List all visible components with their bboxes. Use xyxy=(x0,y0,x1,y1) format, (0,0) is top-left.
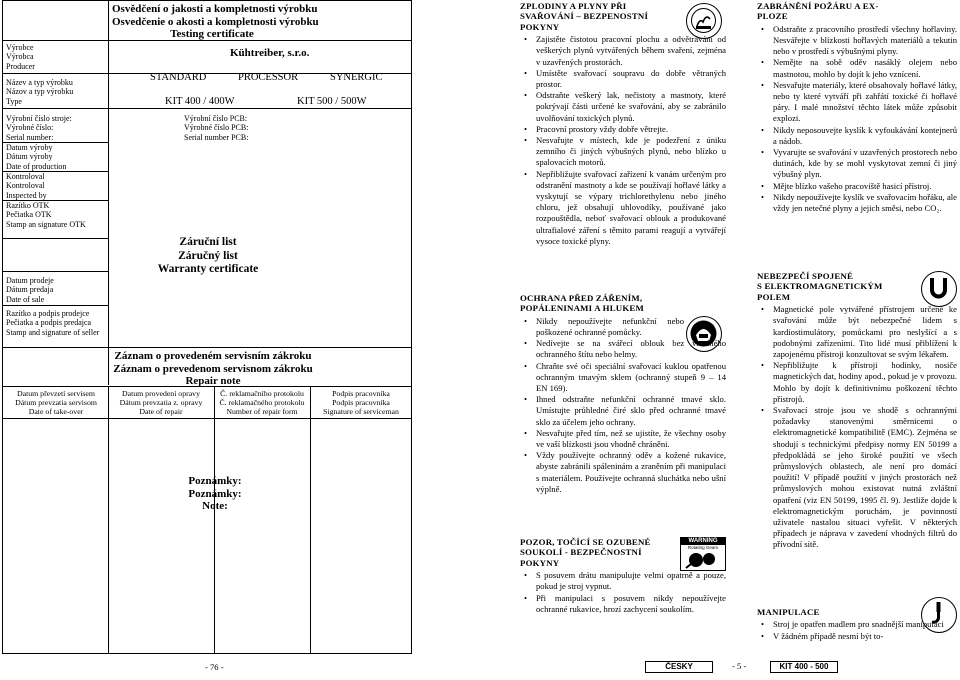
pcb-serial-label xyxy=(184,114,248,142)
list-item: • Vyvarujte se svařování v uzavřených prostorech nebo dutinách, kde by se mohl vyskytovat zemní či jiný výbušný plyn. xyxy=(757,147,957,181)
list-item: • Svařovací stroje jsou ve shodě s ochrannými požadavky stanovenými směrnicemi o elektromagnetické kompatibilitě (EMC). Zejména se shodují s technickými předpisy normy EN 50199 a předpokládá se jeho široké použití ve všech průmyslových oblastech, ale není pro domácí použití! V případě použití v jiných prostorách než průmyslových mohou existovat nutná zvláštní opatření (viz EN 50199, 1995 čl. 9). Jestliže dojde k elektromagnetickým poruchám, je povinností uživatele nastalou situaci vyřešit. V některých případech je náprava v zavedení vhodných filtrů do přívodní sítě. xyxy=(757,405,957,551)
label-line: Stamp and signature of seller xyxy=(6,327,100,337)
serial-label xyxy=(6,114,72,142)
model-standard: STANDARD xyxy=(150,72,207,83)
radiation-section xyxy=(520,293,726,495)
list-item: • Nemějte na sobě oděv nasáklý olejem nebo mastnotou, mohlo by dojít k jeho vznícení. xyxy=(757,57,957,79)
list-item: • Nesvařujte před tím, než se ujistíte, že všechny osoby ve vaší blízkosti jsou vhodně chráněni. xyxy=(520,428,726,450)
emf-section xyxy=(757,271,957,551)
title-line: S ELEKTROMAGNETICKÝM xyxy=(757,281,883,292)
column-divider xyxy=(310,386,311,654)
list-item: • Nepřibližujte svařovací zařízení k vanám určeným pro odstranění mastnoty a kde se používají hořlavé látky a vyskytují se výpary trichlorethylenu nebo jiného chloru, jež obsahují uhlovodíky, používané jako rozpouštědla, neboť svařovací oblouk a produkované ultrafialové záření s těmito parami reagují a vytvářejí vysoce toxické plyny. xyxy=(520,169,726,247)
label-line: Type xyxy=(6,96,22,106)
label-line: Serial number: xyxy=(6,132,54,142)
label-line: Výrobce xyxy=(6,43,34,52)
col-line: Datum provedení opravy xyxy=(122,389,200,398)
stamp-label xyxy=(6,201,86,229)
col-line: Date of repair xyxy=(139,407,183,416)
list-item: • Nesvařujte v místech, kde je podezření z úniku zemního či jiných výbušných plynů, nebo blízko u spalovacích motorů. xyxy=(520,135,726,169)
title-en: Testing certificate xyxy=(170,28,254,40)
list-item: • V žádném případě nesmí být to- xyxy=(757,631,957,642)
divider xyxy=(2,305,108,306)
service-col-repair-date xyxy=(108,389,214,416)
list-item: • Vždy používejte ochranný oděv a kožené rukavice, abyste zabránili spáleninám a zraněním při manipulaci s materiálem. Používejte ochranná sluchátka nebo ušní výplně. xyxy=(520,450,726,495)
label-line: Producer xyxy=(6,61,35,71)
col-line: Signature of serviceman xyxy=(323,407,399,416)
label-line: Kontroloval xyxy=(6,172,45,181)
list-item: • Stroj je opatřen madlem pro snadnější manipulaci xyxy=(757,619,957,630)
list-item: • Nesvařujte materiály, které obsahovaly hořlavé látky, nebo ty které vytváří při zahřátí toxické či hořlavé páry. I malé množství těchto látek může způsobit explozi. xyxy=(757,80,957,125)
title-line: SVAŘOVÁNÍ – BEZPENOSTNÍ xyxy=(520,11,649,22)
title-line: POKYNY xyxy=(520,557,560,568)
gears-icon xyxy=(682,550,724,570)
divider xyxy=(2,238,108,239)
warranty-line: Záruční list xyxy=(179,236,237,248)
moving-parts-list xyxy=(520,570,726,615)
list-item: • Ihned odstraňte nefunkční ochranné tmavé sklo. Umístujte průhledné čiré sklo před ochranné tmavé sklo za účelem jeho ochrany. xyxy=(520,394,726,428)
label-line: Pečiatka a podpis predajca xyxy=(6,318,92,328)
divider xyxy=(2,418,412,419)
label-line: Razítko OTK xyxy=(6,201,50,210)
product-type-label xyxy=(6,78,73,106)
emf-list xyxy=(757,304,957,550)
handling-list xyxy=(757,619,957,641)
list-item: • Pracovní prostory vždy dobře větrejte. xyxy=(520,124,726,135)
divider xyxy=(2,271,108,272)
label-line: Date of production xyxy=(6,161,67,171)
handling-section xyxy=(757,607,957,642)
fumes-section xyxy=(520,1,726,247)
moving-parts-section xyxy=(520,537,726,615)
language-tab: ČESKY xyxy=(645,661,713,673)
service-line: Repair note xyxy=(185,375,241,387)
service-record-heading xyxy=(108,350,318,388)
col-line: Datum převzetí servisem xyxy=(17,389,95,398)
notes-line: Note: xyxy=(202,500,228,512)
column-divider xyxy=(108,0,109,385)
list-item: • Odstraňte z pracovního prostředí všechny hořlaviny. Nesvářejte v blízkosti hořlavých materiálů a tekutin nebo v prostředí s výbušnými plyny. xyxy=(757,24,957,58)
label-line: Výrobné číslo PCB: xyxy=(184,123,249,133)
title-line: MANIPULACE xyxy=(757,607,820,617)
label-line: Pečiatka OTK xyxy=(6,210,52,220)
model-kit400: KIT 400 / 400W xyxy=(165,96,235,107)
list-item: • S posuvem drátu manipulujte velmi opatrně a pouze, pokud je stroj vypnut. xyxy=(520,570,726,592)
divider xyxy=(2,386,412,387)
seller-stamp-label xyxy=(6,309,99,337)
model-kit500: KIT 500 / 500W xyxy=(297,96,367,107)
label-line: Název a typ výrobku xyxy=(6,78,73,87)
list-item: • Chraňte své oči speciální svařovací kuklou opatřenou ochranným tmavým sklem (ochranný stupeň 9 – 14 EN 169). xyxy=(520,361,726,395)
divider xyxy=(2,108,412,109)
model-synergic: SYNERGIC xyxy=(330,72,383,83)
sale-date-label xyxy=(6,276,54,304)
notes-line: Poznámky: xyxy=(188,487,242,500)
model-processor: PROCESSOR xyxy=(238,72,299,83)
magnet-icon xyxy=(921,271,957,307)
label-line: Serial number PCB: xyxy=(184,132,249,142)
title-line: OCHRANA PŘED ZÁŘENÍM, xyxy=(520,293,643,303)
col-line: Podpis pracovníka xyxy=(332,398,390,407)
title-cz: Osvědčení o jakosti a kompletnosti výrobku xyxy=(112,3,318,15)
label-line: Inspected by xyxy=(6,190,47,200)
col-line: Č. reklamačného protokolu xyxy=(219,398,305,407)
inspected-label xyxy=(6,172,47,200)
label-line: Výrobné číslo: xyxy=(6,123,54,133)
col-line: Dátum prevzatia z. opravy xyxy=(119,398,203,407)
list-item: • Odstraňte veškerý lak, nečistoty a mastnoty, které pokrývají části určené ke svařování, aby se zabránilo uvolňování toxických plynů. xyxy=(520,90,726,124)
label-line: Kontroloval xyxy=(6,181,45,191)
producer-label xyxy=(6,43,35,71)
label-line: Date of sale xyxy=(6,294,45,304)
fumes-list xyxy=(520,34,726,247)
left-page-number: - 76 - xyxy=(205,662,224,672)
certificate-heading xyxy=(112,3,319,41)
column-divider xyxy=(108,386,109,654)
list-item: • Nikdy nepoužívejte kyslík ve svařovacím hořáku, ale vždy jen netečné plyny a jejich směsi, nebo CO₂. xyxy=(757,192,957,214)
warning-sub: Rotating Gears xyxy=(687,545,719,550)
title-line: SOUKOLÍ - BEZPEČNOSTNÍ xyxy=(520,547,642,558)
list-item: • Nikdy neposouvejte kyslík k vyfoukávání kontejnerů a nádob. xyxy=(757,125,957,147)
fire-title xyxy=(757,1,957,22)
list-item: • Umístěte svařovací soupravu do dobře větraných prostor. xyxy=(520,68,726,90)
title-line: POLEM xyxy=(757,291,791,302)
title-line: ZPLODINY A PLYNY PŘI xyxy=(520,1,627,11)
title-line: PLOZE xyxy=(757,11,788,22)
label-line: Výrobní číslo stroje: xyxy=(6,114,72,123)
list-item: • Mějte blízko vašeho pracoviště hasicí přístroj. xyxy=(757,181,957,192)
list-item: • Zajistěte čistotou pracovní plochu a odvětrávání od veškerých plynů vytvářených během svaření, zejména v uzavřených prostorách. xyxy=(520,34,726,68)
rotating-gears-warning-sign xyxy=(680,537,726,571)
label-line: Stamp an signature OTK xyxy=(6,219,86,229)
service-col-form-number xyxy=(214,389,310,416)
col-line: Č. reklamačního protokolu xyxy=(220,389,304,398)
list-item: • Nedívejte se na svářecí oblouk bez vhodného ochranného štítu nebo helmy. xyxy=(520,338,726,360)
label-line: Datum výroby xyxy=(6,143,53,152)
title-line: NEBEZPEČÍ SPOJENÉ xyxy=(757,271,854,281)
label-line: Razítko a podpis prodejce xyxy=(6,309,90,318)
label-line: Datum prodeje xyxy=(6,276,54,285)
label-line: Názov a typ výrobku xyxy=(6,87,74,97)
service-line: Záznam o provedeném servisním zákroku xyxy=(114,350,312,362)
warranty-heading xyxy=(108,236,308,277)
title-line: POPÁLENINAMI A HLUKEM xyxy=(520,303,644,314)
fire-section xyxy=(757,1,957,214)
service-col-takeover xyxy=(4,389,108,416)
label-line: Výrobní číslo PCB: xyxy=(184,114,248,123)
title-line: ZABRÁNĚNÍ POŽÁRU A EX- xyxy=(757,1,879,11)
service-col-signature xyxy=(310,389,412,416)
radiation-list xyxy=(520,316,726,495)
radiation-title xyxy=(520,293,726,314)
title-line: POZOR, TOČÍCÍ SE OZUBENÉ xyxy=(520,537,651,547)
fire-list xyxy=(757,24,957,214)
col-line: Dátum prevzatia servisom xyxy=(15,398,97,407)
warning-label: WARNING xyxy=(681,538,725,545)
label-line: Dátum predaja xyxy=(6,285,54,295)
notes-line: Poznámky: xyxy=(188,475,242,487)
title-sk: Osvedčenie o akosti a kompletnosti výrobku xyxy=(112,15,319,28)
col-line: Number of repair form xyxy=(226,407,298,416)
col-line: Podpis pracovníka xyxy=(332,389,390,398)
production-date-label xyxy=(6,143,66,171)
list-item: • Nepřibližujte k přístroji hodinky, nosiče magnetických dat, hodiny apod., pokud je v provozu. Mohlo by dojít k definitivnímu poškození těchto přístrojů. xyxy=(757,360,957,405)
title-line: POKYNY xyxy=(520,21,560,32)
warranty-line: Warranty certificate xyxy=(157,263,259,275)
notes-heading xyxy=(160,475,270,513)
list-item: • Nikdy nepoužívejte nefunkční nebo poškozené ochranné pomůcky. xyxy=(520,316,726,338)
label-line: Dátum výroby xyxy=(6,152,53,162)
right-page-number: - 5 - xyxy=(732,661,747,671)
col-line: Date of take-over xyxy=(28,407,84,416)
list-item: • Při manipulaci s posuvem nikdy nepoužívejte ochranné rukavice, hrozí zachycení soukolím. xyxy=(520,593,726,615)
list-item: • Magnetické pole vytvářené přístrojem určené ke svařování může být nebezpečné lidem s kardiostimulátory, pomůckami pro neslyšící a s podobnými zařízeními. Tito lidé musí přiblížení k zapojenému přístroji konzultovat se svým lékařem. xyxy=(757,304,957,360)
label-line: Výrobca xyxy=(6,52,34,62)
divider xyxy=(2,40,412,41)
column-divider xyxy=(214,386,215,654)
model-tab: KIT 400 - 500 xyxy=(770,661,838,673)
divider xyxy=(2,347,412,348)
service-line: Záznam o prevedenom servisnom zákroku xyxy=(113,362,313,375)
warranty-line: Záručný list xyxy=(178,249,238,262)
producer-value: Kühtreiber, s.r.o. xyxy=(230,47,310,59)
